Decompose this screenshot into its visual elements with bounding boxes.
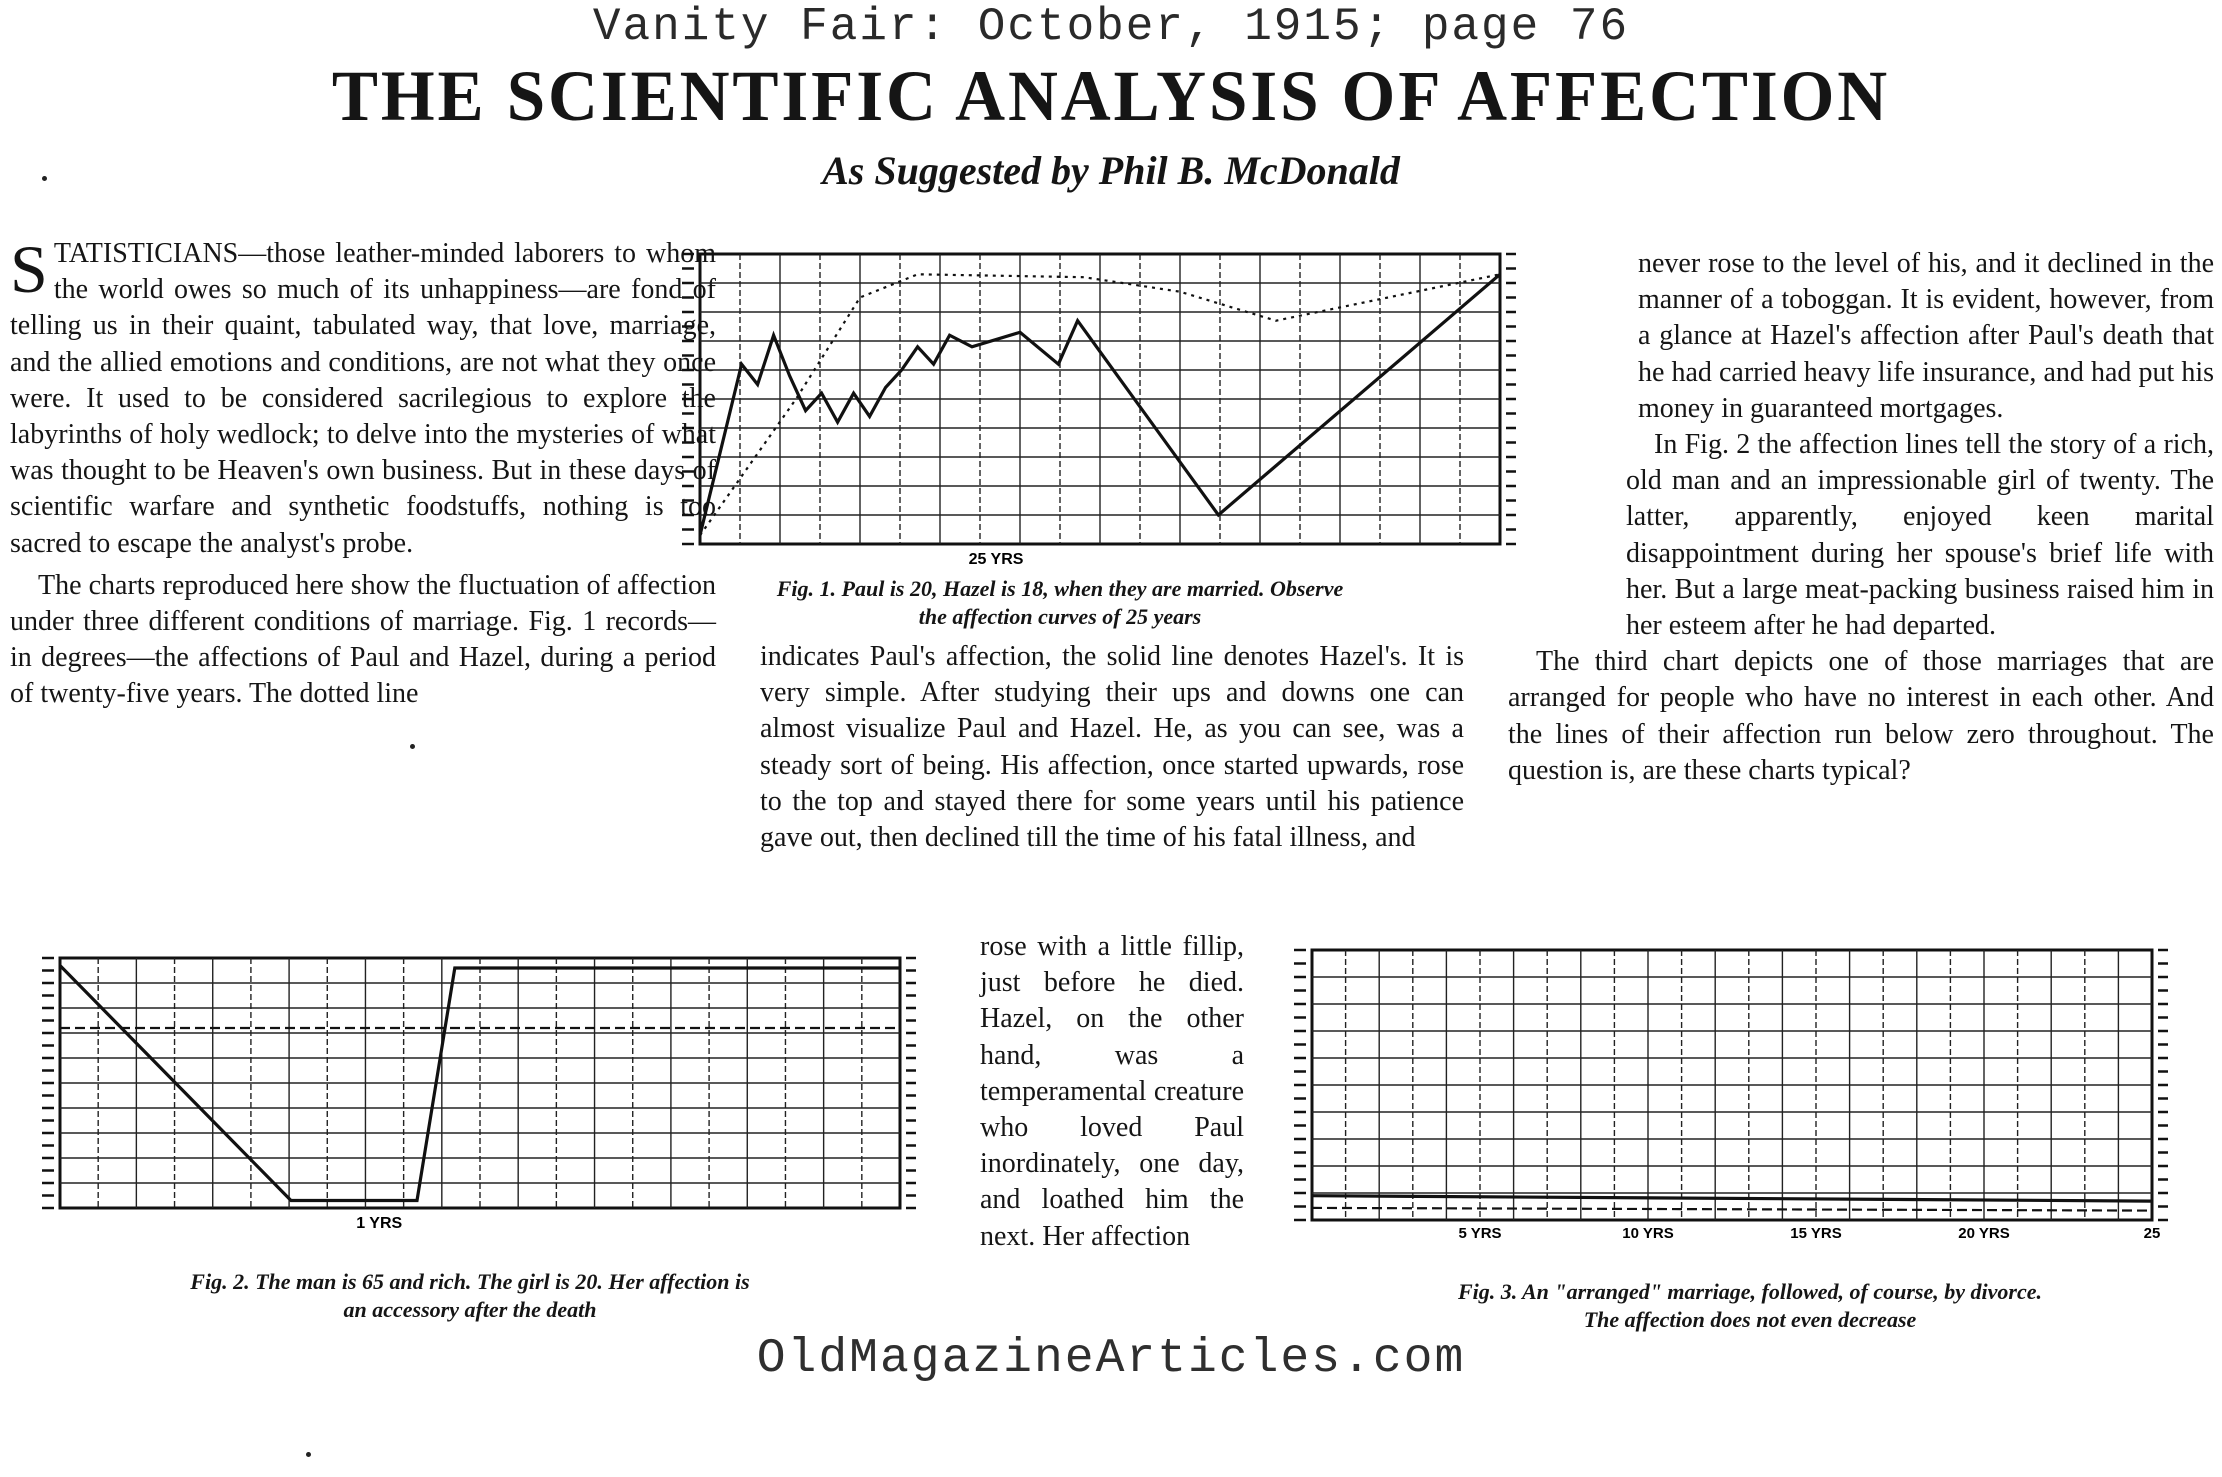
drop-cap: S xyxy=(10,231,48,307)
column-3 xyxy=(1508,246,2214,789)
paragraph-4 xyxy=(1508,427,2214,644)
fig3-axis-label: 10 YRS xyxy=(1622,1225,1674,1242)
figure-3-chart xyxy=(1272,940,2212,1245)
figure-2-caption xyxy=(60,1268,880,1324)
figure-2-chart xyxy=(10,946,950,1236)
paragraph-4-text: In Fig. 2 the affection lines tell the story of a rich, old man and an impressionable girl of twenty. The latter, apparently, enjoyed keen marital disappointment during her spouse's brief life with her. But a large meat-packing business raised him in her esteem after he had departed. xyxy=(1626,429,2214,642)
figure-1-caption-line-2: the affection curves of 25 years xyxy=(918,604,1202,629)
paragraph-1 xyxy=(10,231,716,562)
fig1-axis-label: 25 YRS xyxy=(968,551,1024,566)
paragraph-3: never rose to the level of his, and it declined in the manner of a toboggan. It is evident, however, from a glance at Hazel's affection after Paul's death that he had carried heavy life insurance, and had put his money in guaranteed mortgages. xyxy=(1638,248,2214,424)
ink-dot xyxy=(42,176,47,181)
figure-3-caption-line-1: Fig. 3. An "arranged" marriage, followed, of course, by divorce. xyxy=(1458,1279,2042,1304)
fig3-series-dashed-line xyxy=(1312,1208,2152,1211)
column-2-narrow-text: rose with a little fillip, just before he died. Hazel, on the other hand, was a temperamental creature who loved Paul inordinately, one day, and loathed him the next. Her affection xyxy=(980,931,1244,1252)
article-title: THE SCIENTIFIC ANALYSIS OF AFFECTION xyxy=(331,56,1891,136)
column-2-narrow xyxy=(980,929,1244,1255)
source-line: Vanity Fair: October, 1915; page 76 xyxy=(592,1,1630,53)
ink-dot xyxy=(410,744,415,749)
column-2-text: indicates Paul's affection, the solid line denotes Hazel's. It is very simple. After studying their ups and downs one can almost visualize Paul and Hazel. He, as you can see, was a steady sort of being. His affection, once started upwards, rose to the top and stayed there for some years until his patience gave out, then declined till the time of his fatal illness, and xyxy=(760,641,1464,854)
figure-3-caption xyxy=(1320,1278,2180,1334)
column-2 xyxy=(760,639,1464,856)
fig3-axis-label: 25 xyxy=(2143,1225,2161,1242)
ink-dot xyxy=(306,1452,311,1457)
byline: As Suggested by Phil B. McDonald xyxy=(822,148,1400,193)
figure-3-caption-line-2: The affection does not even decrease xyxy=(1583,1307,1917,1332)
figure-1-caption-line-1: Fig. 1. Paul is 20, Hazel is 18, when they are married. Observe xyxy=(776,576,1344,601)
paragraph-5: The third chart depicts one of those marriages that are arranged for people who have no interest in each other. And the lines of their affection run below zero throughout. The question is, are these charts typical? xyxy=(1508,646,2214,786)
fig3-axis-label: 15 YRS xyxy=(1790,1225,1842,1242)
fig3-series-solid-line xyxy=(1312,1196,2152,1201)
website-footer: OldMagazineArticles.com xyxy=(756,1332,1466,1386)
figure-1-caption xyxy=(600,575,1520,631)
column-1 xyxy=(10,231,716,713)
figure-2-caption-line-2: an accessory after the death xyxy=(343,1297,597,1322)
paragraph-1-text: TATISTICIANS—those leather-minded laborers to whom the world owes so much of its unhappiness—are fond of telling us in their quaint, tabulated way, that love, marriage, and the allied emotions and conditions, are not what they once were. It used to be considered sacrilegious to explore the labyrinths of holy wedlock; to delve into the mysteries of what was thought to be Heaven's own business. But in these days of scientific warfare and synthetic foodstuffs, nothing is too sacred to escape the analyst's probe. xyxy=(10,238,716,559)
figure-1-chart xyxy=(640,246,1580,566)
fig3-axis-label: 20 YRS xyxy=(1958,1225,2010,1242)
figure-2-caption-line-1: Fig. 2. The man is 65 and rich. The girl is 20. Her affection is xyxy=(190,1269,750,1294)
fig2-axis-label: 1 YRS xyxy=(356,1215,403,1232)
paragraph-2: The charts reproduced here show the fluctuation of affection under three different conditions of marriage. Fig. 1 records—in degrees—the affections of Paul and Hazel, during a period of twenty-five years. The dotted line xyxy=(10,569,716,710)
fig3-axis-label: 5 YRS xyxy=(1458,1225,1502,1242)
